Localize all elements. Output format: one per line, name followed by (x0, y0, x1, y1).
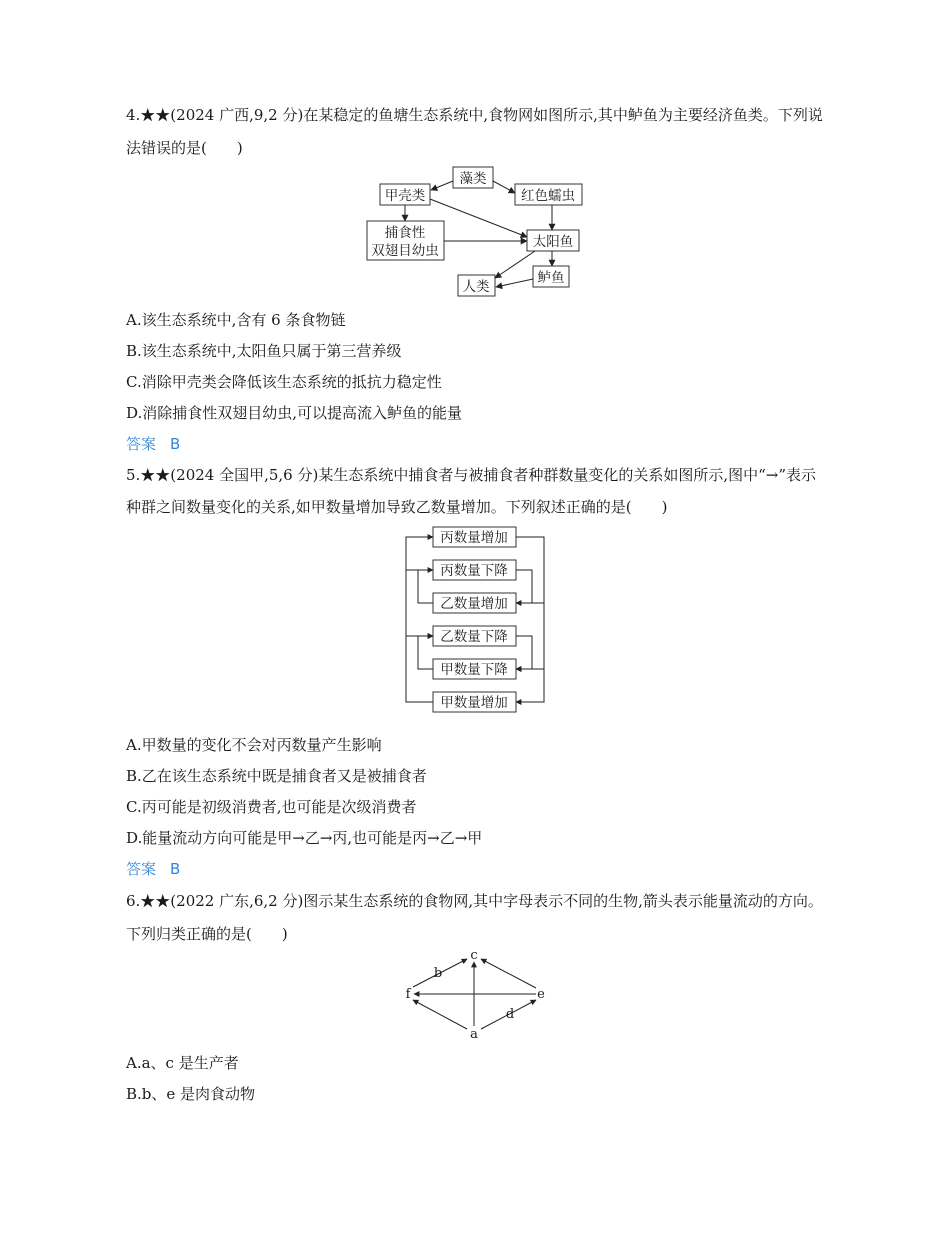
label-diptera-1: 捕食性 (384, 225, 426, 241)
q6-option-a: A.a、c 是生产者 (126, 1054, 239, 1072)
label-yi-down: 乙数量下降 (440, 629, 508, 645)
arrow-a-f (413, 1000, 467, 1029)
q6-stem-line1: 6.★★(2022 广东,6,2 分)图示某生态系统的食物网,其中字母表示不同的生物,箭头表示能量流动的方向。 (126, 892, 823, 910)
label-algae: 藻类 (459, 171, 487, 187)
q4-option-b: B.该生态系统中,太阳鱼只属于第三营养级 (126, 342, 402, 360)
label-yi-up: 乙数量增加 (440, 596, 508, 612)
q4-option-c: C.消除甲壳类会降低该生态系统的抵抗力稳定性 (126, 373, 442, 391)
q6-option-b: B.b、e 是肉食动物 (126, 1085, 256, 1103)
q5-option-b: B.乙在该生态系统中既是捕食者又是被捕食者 (126, 767, 427, 785)
q5-option-a: A.甲数量的变化不会对丙数量产生影响 (126, 736, 382, 754)
label-diptera-2: 双翅目幼虫 (371, 243, 439, 259)
q5-stem-line1: 5.★★(2024 全国甲,5,6 分)某生态系统中捕食者与被捕食者种群数量变化的关系如图所示,图中“→”表示 (126, 466, 817, 484)
arrow-e-c (481, 959, 536, 988)
q4-answer-value: B (170, 435, 181, 453)
label-d: d (505, 1007, 515, 1022)
label-bing-down: 丙数量下降 (440, 563, 508, 579)
label-red-worm: 红色蠕虫 (521, 188, 575, 204)
label-human: 人类 (462, 279, 490, 295)
q6-stem-line2: 下列归类正确的是( ) (126, 925, 288, 943)
q5-stem-line2: 种群之间数量变化的关系,如甲数量增加导致乙数量增加。下列叙述正确的是( ) (126, 498, 668, 516)
q5-answer-label: 答案 (126, 860, 157, 878)
label-sunfish: 太阳鱼 (532, 234, 574, 250)
q4-option-a: A.该生态系统中,含有 6 条食物链 (126, 311, 346, 329)
q5-answer-value: B (170, 860, 181, 878)
label-a: a (470, 1027, 478, 1042)
label-jia-down: 甲数量下降 (440, 662, 508, 678)
label-c: c (470, 948, 478, 963)
label-bing-up: 丙数量增加 (440, 530, 508, 546)
q4-stem-line2: 法错误的是( ) (126, 139, 243, 157)
q4-answer-label: 答案 (126, 435, 157, 453)
label-jia-up: 甲数量增加 (440, 695, 508, 711)
label-b: b (433, 966, 443, 981)
label-f: f (405, 987, 411, 1002)
q5-option-c: C.丙可能是初级消费者,也可能是次级消费者 (126, 798, 417, 816)
label-e: e (537, 987, 545, 1002)
label-perch: 鲈鱼 (537, 270, 565, 286)
q5-option-d: D.能量流动方向可能是甲→乙→丙,也可能是丙→乙→甲 (126, 829, 483, 847)
q4-option-d: D.消除捕食性双翅目幼虫,可以提高流入鲈鱼的能量 (126, 404, 463, 422)
q4-stem-line1: 4.★★(2024 广西,9,2 分)在某稳定的鱼塘生态系统中,食物网如图所示,其中鲈鱼为主要经济鱼类。下列说 (126, 106, 823, 124)
label-crustacean: 甲壳类 (384, 188, 426, 204)
